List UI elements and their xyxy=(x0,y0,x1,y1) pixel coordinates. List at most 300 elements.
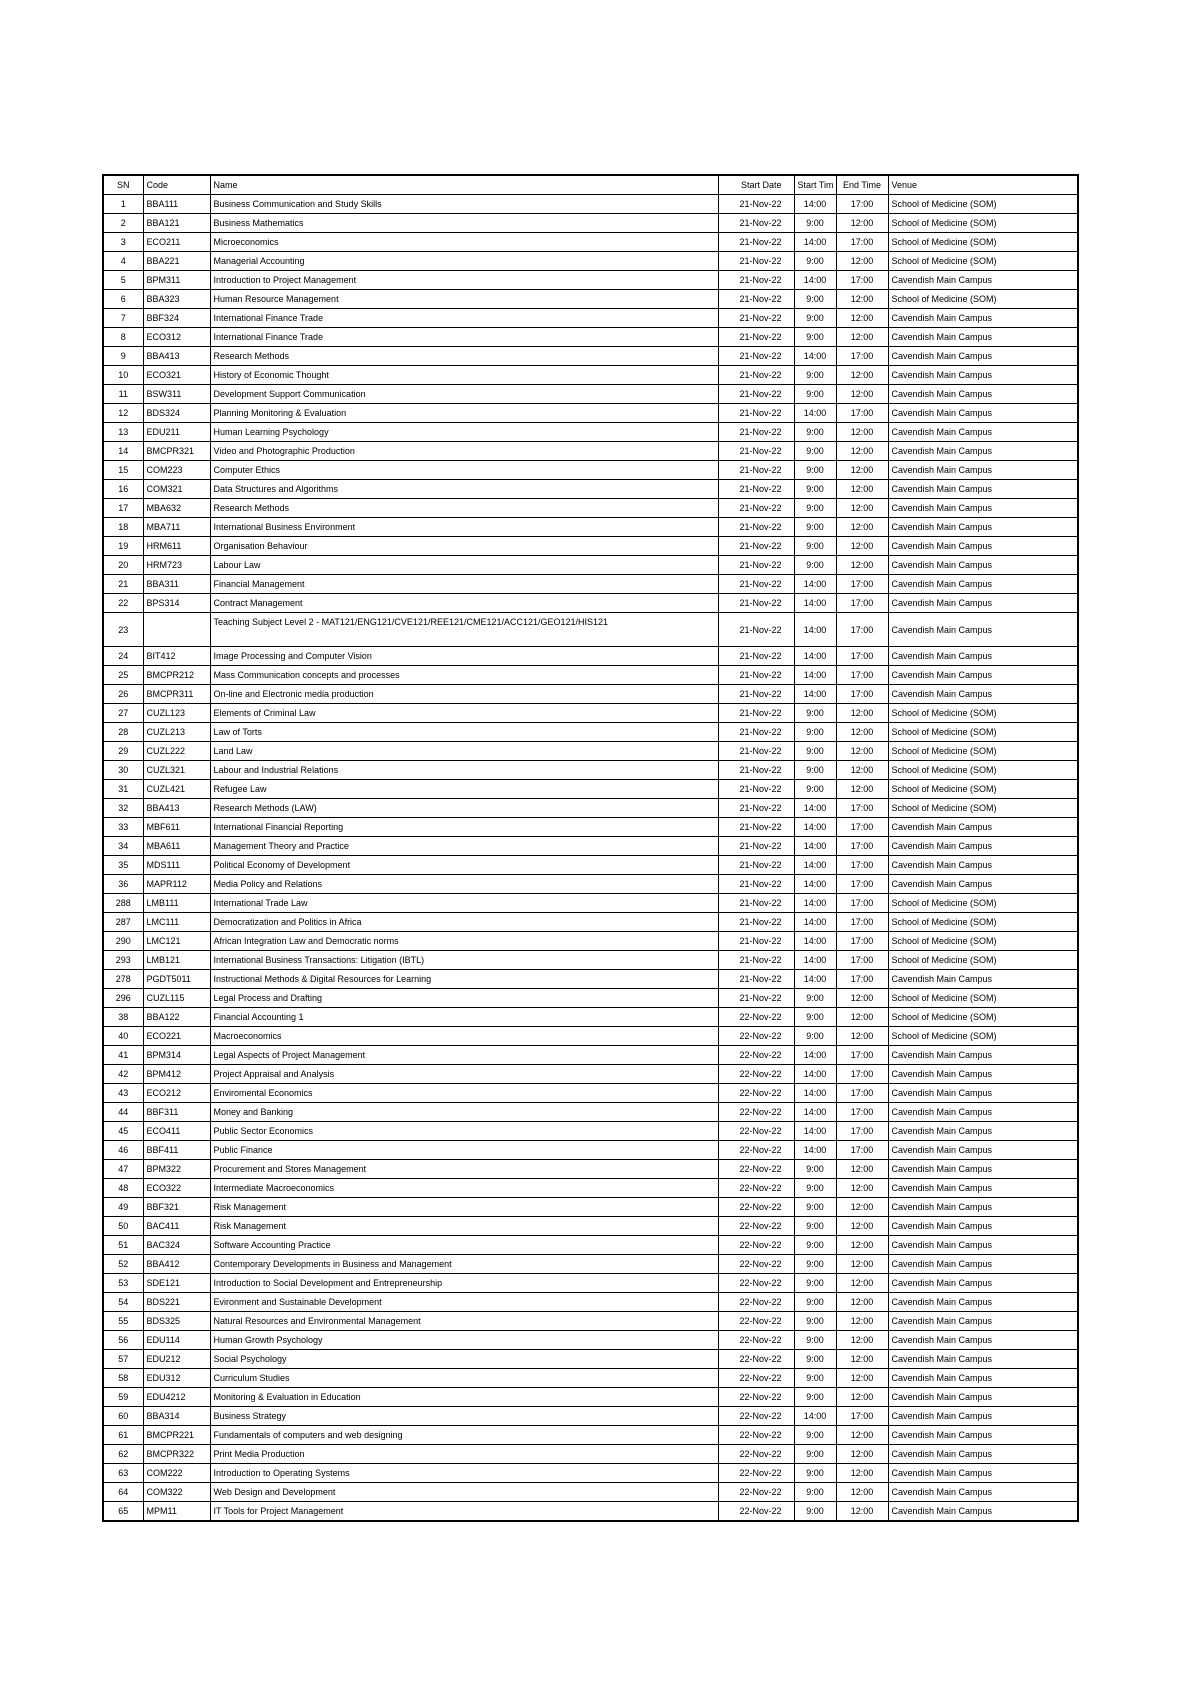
cell-venue: Cavendish Main Campus xyxy=(888,647,1078,666)
cell-start-date: 22-Nov-22 xyxy=(718,1464,794,1483)
table-row xyxy=(103,1407,1078,1426)
cell-end-time: 12:00 xyxy=(836,1464,888,1483)
cell-name: Land Law xyxy=(210,742,718,761)
cell-start-date: 21-Nov-22 xyxy=(718,518,794,537)
cell-code: EDU114 xyxy=(143,1331,210,1350)
cell-code: CUZL213 xyxy=(143,723,210,742)
cell-start-date: 21-Nov-22 xyxy=(718,214,794,233)
cell-venue: School of Medicine (SOM) xyxy=(888,1027,1078,1046)
cell-start-time: 9:00 xyxy=(794,214,836,233)
table-header-row xyxy=(103,175,1078,195)
cell-start-time: 14:00 xyxy=(794,347,836,366)
cell-sn: 34 xyxy=(103,837,143,856)
cell-end-time: 12:00 xyxy=(836,214,888,233)
table-row xyxy=(103,195,1078,214)
cell-start-time: 14:00 xyxy=(794,1046,836,1065)
cell-code: MDS111 xyxy=(143,856,210,875)
cell-start-time: 9:00 xyxy=(794,1464,836,1483)
table-row xyxy=(103,1046,1078,1065)
cell-start-time: 14:00 xyxy=(794,894,836,913)
cell-start-time: 9:00 xyxy=(794,366,836,385)
table-row xyxy=(103,1103,1078,1122)
cell-name: International Business Environment xyxy=(210,518,718,537)
cell-venue: Cavendish Main Campus xyxy=(888,366,1078,385)
cell-name: Human Learning Psychology xyxy=(210,423,718,442)
cell-end-time: 12:00 xyxy=(836,1008,888,1027)
cell-start-time: 14:00 xyxy=(794,404,836,423)
cell-sn: 8 xyxy=(103,328,143,347)
cell-end-time: 12:00 xyxy=(836,1350,888,1369)
cell-end-time: 12:00 xyxy=(836,1388,888,1407)
cell-name: Managerial Accounting xyxy=(210,252,718,271)
cell-venue: Cavendish Main Campus xyxy=(888,1065,1078,1084)
cell-venue: Cavendish Main Campus xyxy=(888,685,1078,704)
cell-name: Business Strategy xyxy=(210,1407,718,1426)
cell-sn: 53 xyxy=(103,1274,143,1293)
cell-start-time: 9:00 xyxy=(794,480,836,499)
cell-end-time: 12:00 xyxy=(836,1236,888,1255)
cell-start-time: 9:00 xyxy=(794,761,836,780)
cell-end-time: 17:00 xyxy=(836,970,888,989)
cell-venue: Cavendish Main Campus xyxy=(888,442,1078,461)
cell-venue: School of Medicine (SOM) xyxy=(888,252,1078,271)
cell-code: COM223 xyxy=(143,461,210,480)
cell-code: BBA323 xyxy=(143,290,210,309)
cell-sn: 9 xyxy=(103,347,143,366)
cell-end-time: 12:00 xyxy=(836,1502,888,1522)
cell-start-date: 22-Nov-22 xyxy=(718,1027,794,1046)
cell-code: BBA122 xyxy=(143,1008,210,1027)
table-row xyxy=(103,594,1078,613)
cell-start-date: 21-Nov-22 xyxy=(718,594,794,613)
cell-code: PGDT5011 xyxy=(143,970,210,989)
table-row xyxy=(103,233,1078,252)
table-row xyxy=(103,252,1078,271)
cell-name: Labour Law xyxy=(210,556,718,575)
cell-sn: 23 xyxy=(103,613,143,647)
cell-start-date: 21-Nov-22 xyxy=(718,537,794,556)
cell-venue: Cavendish Main Campus xyxy=(888,1198,1078,1217)
table-row xyxy=(103,1255,1078,1274)
cell-start-time: 9:00 xyxy=(794,252,836,271)
cell-start-date: 22-Nov-22 xyxy=(718,1122,794,1141)
cell-start-time: 14:00 xyxy=(794,1084,836,1103)
cell-name: Enviromental Economics xyxy=(210,1084,718,1103)
cell-sn: 31 xyxy=(103,780,143,799)
cell-start-time: 14:00 xyxy=(794,594,836,613)
table-row xyxy=(103,742,1078,761)
cell-venue: Cavendish Main Campus xyxy=(888,1312,1078,1331)
cell-name: IT Tools for Project Management xyxy=(210,1502,718,1522)
cell-start-date: 21-Nov-22 xyxy=(718,195,794,214)
table-row xyxy=(103,575,1078,594)
cell-end-time: 12:00 xyxy=(836,780,888,799)
cell-sn: 16 xyxy=(103,480,143,499)
cell-start-date: 21-Nov-22 xyxy=(718,799,794,818)
table-row xyxy=(103,480,1078,499)
cell-end-time: 17:00 xyxy=(836,685,888,704)
cell-start-date: 21-Nov-22 xyxy=(718,723,794,742)
table-row xyxy=(103,685,1078,704)
cell-sn: 11 xyxy=(103,385,143,404)
cell-start-time: 14:00 xyxy=(794,1407,836,1426)
cell-venue: Cavendish Main Campus xyxy=(888,666,1078,685)
table-row xyxy=(103,913,1078,932)
cell-name: On-line and Electronic media production xyxy=(210,685,718,704)
cell-code: CUZL123 xyxy=(143,704,210,723)
cell-start-time: 9:00 xyxy=(794,1369,836,1388)
cell-name: Contemporary Developments in Business and Management xyxy=(210,1255,718,1274)
cell-sn: 36 xyxy=(103,875,143,894)
table-row xyxy=(103,1217,1078,1236)
cell-end-time: 17:00 xyxy=(836,951,888,970)
cell-name: Management Theory and Practice xyxy=(210,837,718,856)
cell-end-time: 12:00 xyxy=(836,537,888,556)
cell-start-time: 14:00 xyxy=(794,875,836,894)
cell-code: BMCPR322 xyxy=(143,1445,210,1464)
cell-sn: 35 xyxy=(103,856,143,875)
cell-name: Evironment and Sustainable Development xyxy=(210,1293,718,1312)
cell-name: Business Communication and Study Skills xyxy=(210,195,718,214)
table-row xyxy=(103,723,1078,742)
table-row xyxy=(103,1293,1078,1312)
cell-end-time: 12:00 xyxy=(836,461,888,480)
cell-sn: 54 xyxy=(103,1293,143,1312)
cell-code: SDE121 xyxy=(143,1274,210,1293)
table-row xyxy=(103,932,1078,951)
cell-end-time: 17:00 xyxy=(836,799,888,818)
cell-end-time: 17:00 xyxy=(836,347,888,366)
cell-name: Introduction to Project Management xyxy=(210,271,718,290)
cell-code: LMC121 xyxy=(143,932,210,951)
cell-code: EDU312 xyxy=(143,1369,210,1388)
cell-end-time: 17:00 xyxy=(836,1122,888,1141)
cell-sn: 43 xyxy=(103,1084,143,1103)
table-row xyxy=(103,1350,1078,1369)
cell-end-time: 12:00 xyxy=(836,723,888,742)
cell-start-date: 22-Nov-22 xyxy=(718,1008,794,1027)
cell-code: HRM723 xyxy=(143,556,210,575)
cell-end-time: 17:00 xyxy=(836,233,888,252)
cell-sn: 18 xyxy=(103,518,143,537)
cell-sn: 14 xyxy=(103,442,143,461)
table-row xyxy=(103,404,1078,423)
cell-name: Research Methods xyxy=(210,347,718,366)
table-row xyxy=(103,780,1078,799)
cell-code: MBA711 xyxy=(143,518,210,537)
cell-end-time: 12:00 xyxy=(836,366,888,385)
table-row xyxy=(103,613,1078,647)
table-row xyxy=(103,970,1078,989)
cell-code: COM222 xyxy=(143,1464,210,1483)
cell-sn: 50 xyxy=(103,1217,143,1236)
cell-end-time: 12:00 xyxy=(836,989,888,1008)
cell-name: Public Sector Economics xyxy=(210,1122,718,1141)
cell-sn: 55 xyxy=(103,1312,143,1331)
cell-code: MBA611 xyxy=(143,837,210,856)
cell-start-date: 21-Nov-22 xyxy=(718,309,794,328)
cell-venue: Cavendish Main Campus xyxy=(888,1084,1078,1103)
cell-start-time: 9:00 xyxy=(794,1179,836,1198)
cell-sn: 22 xyxy=(103,594,143,613)
cell-venue: Cavendish Main Campus xyxy=(888,1046,1078,1065)
cell-name: Law of Torts xyxy=(210,723,718,742)
cell-start-date: 22-Nov-22 xyxy=(718,1255,794,1274)
table-row xyxy=(103,442,1078,461)
cell-code: COM322 xyxy=(143,1483,210,1502)
cell-sn: 52 xyxy=(103,1255,143,1274)
cell-sn: 290 xyxy=(103,932,143,951)
cell-venue: Cavendish Main Campus xyxy=(888,1331,1078,1350)
cell-venue: Cavendish Main Campus xyxy=(888,404,1078,423)
cell-name: Introduction to Social Development and Entrepreneurship xyxy=(210,1274,718,1293)
cell-code: MPM11 xyxy=(143,1502,210,1522)
cell-end-time: 12:00 xyxy=(836,742,888,761)
table-row xyxy=(103,1426,1078,1445)
cell-start-time: 14:00 xyxy=(794,913,836,932)
cell-end-time: 12:00 xyxy=(836,761,888,780)
cell-code: BBA413 xyxy=(143,799,210,818)
cell-sn: 10 xyxy=(103,366,143,385)
cell-sn: 3 xyxy=(103,233,143,252)
table-row xyxy=(103,837,1078,856)
cell-end-time: 12:00 xyxy=(836,1198,888,1217)
cell-start-date: 22-Nov-22 xyxy=(718,1312,794,1331)
cell-sn: 47 xyxy=(103,1160,143,1179)
cell-venue: Cavendish Main Campus xyxy=(888,556,1078,575)
cell-start-date: 22-Nov-22 xyxy=(718,1084,794,1103)
cell-name: Research Methods xyxy=(210,499,718,518)
cell-name: Financial Accounting 1 xyxy=(210,1008,718,1027)
cell-start-time: 14:00 xyxy=(794,647,836,666)
cell-name: Curriculum Studies xyxy=(210,1369,718,1388)
cell-code: ECO411 xyxy=(143,1122,210,1141)
cell-start-time: 9:00 xyxy=(794,780,836,799)
cell-venue: School of Medicine (SOM) xyxy=(888,290,1078,309)
cell-sn: 46 xyxy=(103,1141,143,1160)
cell-name: International Business Transactions: Litigation (IBTL) xyxy=(210,951,718,970)
cell-code: MAPR112 xyxy=(143,875,210,894)
cell-name: Planning Monitoring & Evaluation xyxy=(210,404,718,423)
cell-venue: Cavendish Main Campus xyxy=(888,1369,1078,1388)
cell-end-time: 17:00 xyxy=(836,1407,888,1426)
cell-name: Money and Banking xyxy=(210,1103,718,1122)
cell-name: African Integration Law and Democratic norms xyxy=(210,932,718,951)
cell-name: Procurement and Stores Management xyxy=(210,1160,718,1179)
cell-code: CUZL222 xyxy=(143,742,210,761)
cell-venue: Cavendish Main Campus xyxy=(888,1160,1078,1179)
cell-code: BIT412 xyxy=(143,647,210,666)
cell-venue: Cavendish Main Campus xyxy=(888,613,1078,647)
cell-sn: 59 xyxy=(103,1388,143,1407)
cell-sn: 12 xyxy=(103,404,143,423)
cell-start-date: 21-Nov-22 xyxy=(718,704,794,723)
cell-end-time: 12:00 xyxy=(836,385,888,404)
cell-code: BDS325 xyxy=(143,1312,210,1331)
cell-end-time: 17:00 xyxy=(836,856,888,875)
cell-venue: Cavendish Main Campus xyxy=(888,1236,1078,1255)
cell-name: Labour and Industrial Relations xyxy=(210,761,718,780)
cell-end-time: 12:00 xyxy=(836,1293,888,1312)
cell-start-time: 9:00 xyxy=(794,1502,836,1522)
cell-name: Development Support Communication xyxy=(210,385,718,404)
cell-name: Social Psychology xyxy=(210,1350,718,1369)
cell-code: BBA311 xyxy=(143,575,210,594)
cell-end-time: 17:00 xyxy=(836,837,888,856)
cell-code: BPM311 xyxy=(143,271,210,290)
cell-end-time: 17:00 xyxy=(836,594,888,613)
cell-venue: Cavendish Main Campus xyxy=(888,1179,1078,1198)
table-row xyxy=(103,499,1078,518)
cell-start-date: 21-Nov-22 xyxy=(718,761,794,780)
table-row xyxy=(103,1122,1078,1141)
cell-start-date: 22-Nov-22 xyxy=(718,1274,794,1293)
cell-start-date: 21-Nov-22 xyxy=(718,404,794,423)
cell-end-time: 12:00 xyxy=(836,252,888,271)
cell-venue: Cavendish Main Campus xyxy=(888,480,1078,499)
table-row xyxy=(103,856,1078,875)
cell-venue: School of Medicine (SOM) xyxy=(888,742,1078,761)
cell-code: BBF321 xyxy=(143,1198,210,1217)
exam-timetable-sheet xyxy=(102,174,1077,1522)
cell-start-date: 21-Nov-22 xyxy=(718,894,794,913)
cell-code: ECO221 xyxy=(143,1027,210,1046)
cell-start-time: 9:00 xyxy=(794,1445,836,1464)
cell-sn: 41 xyxy=(103,1046,143,1065)
cell-venue: Cavendish Main Campus xyxy=(888,518,1078,537)
cell-code: ECO322 xyxy=(143,1179,210,1198)
cell-name: Video and Photographic Production xyxy=(210,442,718,461)
cell-sn: 7 xyxy=(103,309,143,328)
table-row xyxy=(103,704,1078,723)
cell-end-time: 17:00 xyxy=(836,1103,888,1122)
cell-start-date: 21-Nov-22 xyxy=(718,385,794,404)
table-row xyxy=(103,799,1078,818)
cell-venue: Cavendish Main Campus xyxy=(888,1293,1078,1312)
cell-start-time: 14:00 xyxy=(794,575,836,594)
cell-start-date: 21-Nov-22 xyxy=(718,423,794,442)
cell-venue: School of Medicine (SOM) xyxy=(888,799,1078,818)
cell-code xyxy=(143,613,210,647)
table-row xyxy=(103,1179,1078,1198)
cell-start-time: 14:00 xyxy=(794,818,836,837)
cell-start-date: 22-Nov-22 xyxy=(718,1502,794,1522)
header-name: Name xyxy=(210,175,718,195)
cell-name: Instructional Methods & Digital Resources for Learning xyxy=(210,970,718,989)
cell-start-time: 14:00 xyxy=(794,856,836,875)
cell-end-time: 12:00 xyxy=(836,1160,888,1179)
cell-venue: School of Medicine (SOM) xyxy=(888,1008,1078,1027)
table-row xyxy=(103,1141,1078,1160)
cell-sn: 6 xyxy=(103,290,143,309)
cell-start-date: 21-Nov-22 xyxy=(718,233,794,252)
cell-end-time: 17:00 xyxy=(836,932,888,951)
cell-sn: 63 xyxy=(103,1464,143,1483)
cell-venue: Cavendish Main Campus xyxy=(888,1274,1078,1293)
cell-start-date: 21-Nov-22 xyxy=(718,932,794,951)
cell-start-time: 9:00 xyxy=(794,1312,836,1331)
cell-sn: 57 xyxy=(103,1350,143,1369)
cell-end-time: 12:00 xyxy=(836,1027,888,1046)
cell-code: MBF611 xyxy=(143,818,210,837)
cell-name: International Trade Law xyxy=(210,894,718,913)
cell-name: Contract Management xyxy=(210,594,718,613)
cell-sn: 1 xyxy=(103,195,143,214)
cell-venue: Cavendish Main Campus xyxy=(888,594,1078,613)
cell-start-date: 21-Nov-22 xyxy=(718,575,794,594)
table-row xyxy=(103,1160,1078,1179)
cell-end-time: 12:00 xyxy=(836,1445,888,1464)
cell-name: Research Methods (LAW) xyxy=(210,799,718,818)
cell-code: LMB121 xyxy=(143,951,210,970)
cell-start-date: 21-Nov-22 xyxy=(718,556,794,575)
cell-start-date: 22-Nov-22 xyxy=(718,1179,794,1198)
cell-start-time: 9:00 xyxy=(794,423,836,442)
cell-start-date: 21-Nov-22 xyxy=(718,252,794,271)
cell-start-date: 21-Nov-22 xyxy=(718,613,794,647)
cell-start-date: 22-Nov-22 xyxy=(718,1426,794,1445)
cell-venue: School of Medicine (SOM) xyxy=(888,195,1078,214)
cell-start-time: 14:00 xyxy=(794,195,836,214)
cell-start-date: 21-Nov-22 xyxy=(718,347,794,366)
cell-start-time: 9:00 xyxy=(794,461,836,480)
cell-venue: Cavendish Main Campus xyxy=(888,537,1078,556)
cell-name: Introduction to Operating Systems xyxy=(210,1464,718,1483)
header-end-time: End Time xyxy=(836,175,888,195)
cell-venue: School of Medicine (SOM) xyxy=(888,233,1078,252)
cell-start-time: 9:00 xyxy=(794,704,836,723)
cell-venue: Cavendish Main Campus xyxy=(888,1103,1078,1122)
cell-code: BSW311 xyxy=(143,385,210,404)
cell-sn: 2 xyxy=(103,214,143,233)
cell-start-date: 22-Nov-22 xyxy=(718,1065,794,1084)
cell-venue: School of Medicine (SOM) xyxy=(888,780,1078,799)
cell-code: LMB111 xyxy=(143,894,210,913)
cell-code: BBA221 xyxy=(143,252,210,271)
cell-sn: 45 xyxy=(103,1122,143,1141)
cell-sn: 27 xyxy=(103,704,143,723)
cell-start-date: 21-Nov-22 xyxy=(718,461,794,480)
cell-start-time: 9:00 xyxy=(794,1008,836,1027)
cell-start-date: 21-Nov-22 xyxy=(718,366,794,385)
cell-name: Print Media Production xyxy=(210,1445,718,1464)
cell-code: BMCPR311 xyxy=(143,685,210,704)
cell-venue: Cavendish Main Campus xyxy=(888,575,1078,594)
cell-sn: 32 xyxy=(103,799,143,818)
cell-sn: 15 xyxy=(103,461,143,480)
cell-start-date: 22-Nov-22 xyxy=(718,1407,794,1426)
cell-start-date: 21-Nov-22 xyxy=(718,742,794,761)
header-start-time: Start Tim xyxy=(794,175,836,195)
cell-name: Risk Management xyxy=(210,1198,718,1217)
header-start-date: Start Date xyxy=(718,175,794,195)
cell-start-time: 9:00 xyxy=(794,1293,836,1312)
cell-sn: 64 xyxy=(103,1483,143,1502)
cell-sn: 25 xyxy=(103,666,143,685)
cell-start-date: 22-Nov-22 xyxy=(718,1350,794,1369)
cell-venue: Cavendish Main Campus xyxy=(888,1388,1078,1407)
table-row xyxy=(103,347,1078,366)
table-row xyxy=(103,214,1078,233)
cell-sn: 48 xyxy=(103,1179,143,1198)
table-row xyxy=(103,1084,1078,1103)
cell-start-time: 14:00 xyxy=(794,271,836,290)
table-row xyxy=(103,1388,1078,1407)
table-row xyxy=(103,1445,1078,1464)
table-row xyxy=(103,951,1078,970)
cell-end-time: 12:00 xyxy=(836,499,888,518)
cell-start-date: 22-Nov-22 xyxy=(718,1369,794,1388)
